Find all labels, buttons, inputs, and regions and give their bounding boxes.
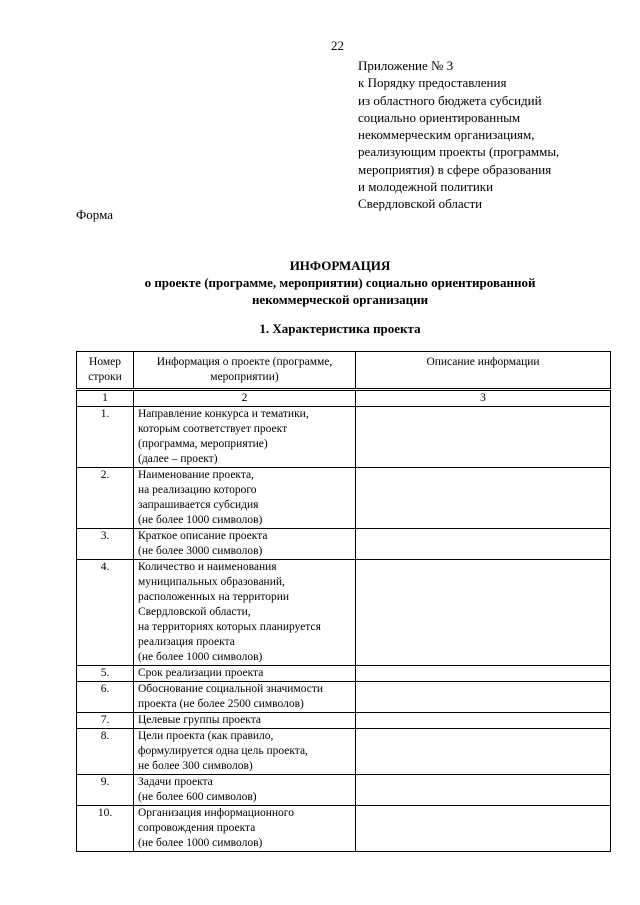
header-cell-info: Информация о проекте (программе, мероприятии) xyxy=(134,352,356,390)
row-info-line: Цели проекта (как правило, xyxy=(138,730,274,742)
row-info-cell xyxy=(134,682,356,713)
index-cell: 2 xyxy=(134,390,356,407)
row-info-line: Краткое описание проекта xyxy=(138,530,268,542)
row-number-cell: 5. xyxy=(77,666,134,682)
document-title xyxy=(0,257,640,308)
row-info-cell xyxy=(134,775,356,806)
row-number-cell: 6. xyxy=(77,682,134,713)
index-cell: 1 xyxy=(77,390,134,407)
row-description-cell[interactable] xyxy=(356,775,611,806)
row-number-cell: 2. xyxy=(77,468,134,529)
row-info-cell xyxy=(134,560,356,666)
appendix-line: к Порядку предоставления xyxy=(358,75,507,91)
appendix-block xyxy=(358,57,559,213)
row-info-line: (далее – проект) xyxy=(138,453,218,465)
table-row xyxy=(77,806,611,852)
row-info-line: Срок реализации проекта xyxy=(138,667,264,679)
project-info-table xyxy=(76,351,611,852)
row-info-line: на реализацию которого xyxy=(138,484,257,496)
row-number-cell: 9. xyxy=(77,775,134,806)
title-line: некоммерческой организации xyxy=(251,292,429,307)
row-number-cell: 4. xyxy=(77,560,134,666)
header-cell-number: Номер строки xyxy=(77,352,134,390)
row-info-cell xyxy=(134,468,356,529)
row-description-cell[interactable] xyxy=(356,666,611,682)
row-info-line: на территориях которых планируется xyxy=(138,621,321,633)
row-info-line: Обоснование социальной значимости xyxy=(138,683,324,695)
table-row xyxy=(77,729,611,775)
row-info-line: (не более 1000 символов) xyxy=(138,651,263,663)
row-info-line: запрашивается субсидия xyxy=(138,499,259,511)
row-info-line: сопровождения проекта xyxy=(138,822,256,834)
appendix-line: некоммерческим организациям, xyxy=(358,127,535,143)
row-number-cell: 3. xyxy=(77,529,134,560)
table-row xyxy=(77,666,611,682)
row-info-line: (не более 3000 символов) xyxy=(138,545,263,557)
section-title: 1. Характеристика проекта xyxy=(259,321,421,336)
row-info-line: не более 300 символов) xyxy=(138,760,253,772)
table-row xyxy=(77,775,611,806)
row-info-cell xyxy=(134,666,356,682)
table-row xyxy=(77,682,611,713)
row-number-cell: 8. xyxy=(77,729,134,775)
row-info-line: расположенных на территории xyxy=(138,591,290,603)
table-index-row xyxy=(77,390,611,407)
row-info-line: реализация проекта xyxy=(138,636,235,648)
table-row xyxy=(77,468,611,529)
appendix-line: из областного бюджета субсидий xyxy=(358,92,542,108)
row-info-line: Задачи проекта xyxy=(138,776,213,788)
row-number-cell: 7. xyxy=(77,713,134,729)
row-info-cell xyxy=(134,529,356,560)
row-description-cell[interactable] xyxy=(356,729,611,775)
row-info-cell xyxy=(134,713,356,729)
row-info-line: (не более 1000 символов) xyxy=(138,514,263,526)
row-number-cell: 10. xyxy=(77,806,134,852)
row-description-cell[interactable] xyxy=(356,682,611,713)
row-info-cell xyxy=(134,407,356,468)
table-row xyxy=(77,407,611,468)
table-body xyxy=(77,352,611,852)
row-info-line: (не более 1000 символов) xyxy=(138,837,263,849)
row-info-line: Направление конкурса и тематики, xyxy=(138,408,309,420)
row-description-cell[interactable] xyxy=(356,468,611,529)
row-info-line: проекта (не более 2500 символов) xyxy=(138,698,304,710)
table-header-row xyxy=(77,352,611,390)
appendix-line: и молодежной политики xyxy=(358,179,494,195)
appendix-line: мероприятия) в сфере образования xyxy=(358,161,552,177)
table-row xyxy=(77,560,611,666)
index-cell: 3 xyxy=(356,390,611,407)
row-info-line: которым соответствует проект xyxy=(138,423,288,435)
appendix-line: реализующим проекты (программы, xyxy=(358,144,560,160)
row-info-cell xyxy=(134,729,356,775)
row-description-cell[interactable] xyxy=(356,529,611,560)
appendix-line: Свердловской области xyxy=(358,196,483,212)
row-info-line: Организация информационного xyxy=(138,807,294,819)
row-info-line: Целевые группы проекта xyxy=(138,714,261,726)
title-line: о проекте (программе, мероприятии) социально ориентированной xyxy=(144,275,536,290)
row-info-line: (программа, мероприятие) xyxy=(138,438,268,450)
row-number-cell: 1. xyxy=(77,407,134,468)
appendix-line: социально ориентированным xyxy=(358,109,521,125)
row-info-cell xyxy=(134,806,356,852)
page-number: 22 xyxy=(331,38,344,53)
row-info-line: Количество и наименования xyxy=(138,561,277,573)
appendix-line: Приложение № 3 xyxy=(358,58,454,73)
table-row xyxy=(77,529,611,560)
row-description-cell[interactable] xyxy=(356,713,611,729)
header-cell-description: Описание информации xyxy=(356,352,611,390)
row-description-cell[interactable] xyxy=(356,407,611,468)
row-info-line: формулируется одна цель проекта, xyxy=(138,745,308,757)
form-label: Форма xyxy=(76,207,113,222)
row-info-line: муниципальных образований, xyxy=(138,576,285,588)
row-description-cell[interactable] xyxy=(356,806,611,852)
row-info-line: Наименование проекта, xyxy=(138,469,254,481)
row-info-line: (не более 600 символов) xyxy=(138,791,257,803)
row-description-cell[interactable] xyxy=(356,560,611,666)
table-row xyxy=(77,713,611,729)
title-main: ИНФОРМАЦИЯ xyxy=(289,258,391,273)
row-info-line: Свердловской области, xyxy=(138,606,251,618)
